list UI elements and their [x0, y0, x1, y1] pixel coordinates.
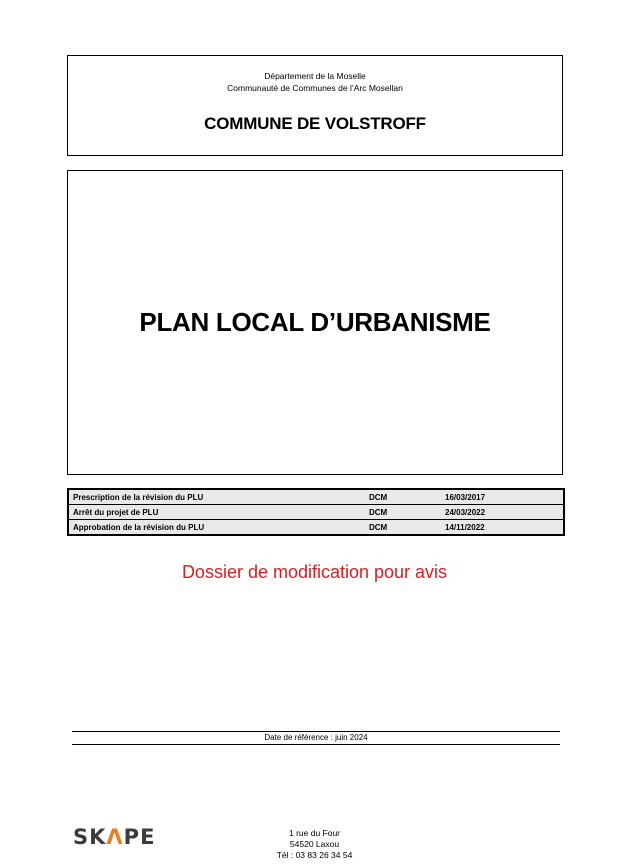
- procedure-type: DCM: [365, 520, 441, 536]
- dossier-subtitle: Dossier de modification pour avis: [181, 562, 448, 582]
- procedure-label: Prescription de la révision du PLU: [68, 489, 365, 505]
- communaute-text: Communauté de Communes de l’Arc Mosellan: [227, 83, 403, 93]
- table-row: [68, 520, 564, 536]
- procedure-type: DCM: [365, 489, 441, 505]
- address-street: 1 rue du Four: [288, 828, 341, 838]
- procedure-date: 24/03/2022: [441, 505, 564, 520]
- procedure-date: 16/03/2017: [441, 489, 564, 505]
- procedure-label: Approbation de la révision du PLU: [68, 520, 365, 536]
- procedure-label: Arrêt du projet de PLU: [68, 505, 365, 520]
- address-block: [0, 825, 629, 861]
- department-text: Département de la Moselle: [264, 71, 366, 81]
- procedure-type: DCM: [365, 505, 441, 520]
- table-row: [68, 505, 564, 520]
- document-title: PLAN LOCAL D’URBANISME: [139, 307, 491, 337]
- title-box: [67, 170, 563, 475]
- header-box: [67, 55, 563, 156]
- reference-date: Date de référence : juin 2024: [72, 731, 560, 745]
- address-phone: Tél : 03 83 26 34 54: [276, 850, 353, 860]
- address-city: 54520 Laxou: [289, 839, 340, 849]
- procedure-date: 14/11/2022: [441, 520, 564, 536]
- table-row: [68, 489, 564, 505]
- header-subtitle: [68, 70, 562, 94]
- procedure-table: [67, 488, 565, 536]
- logo-wordmark: SKΛPE: [73, 825, 156, 849]
- commune-title: COMMUNE DE VOLSTROFF: [204, 114, 426, 133]
